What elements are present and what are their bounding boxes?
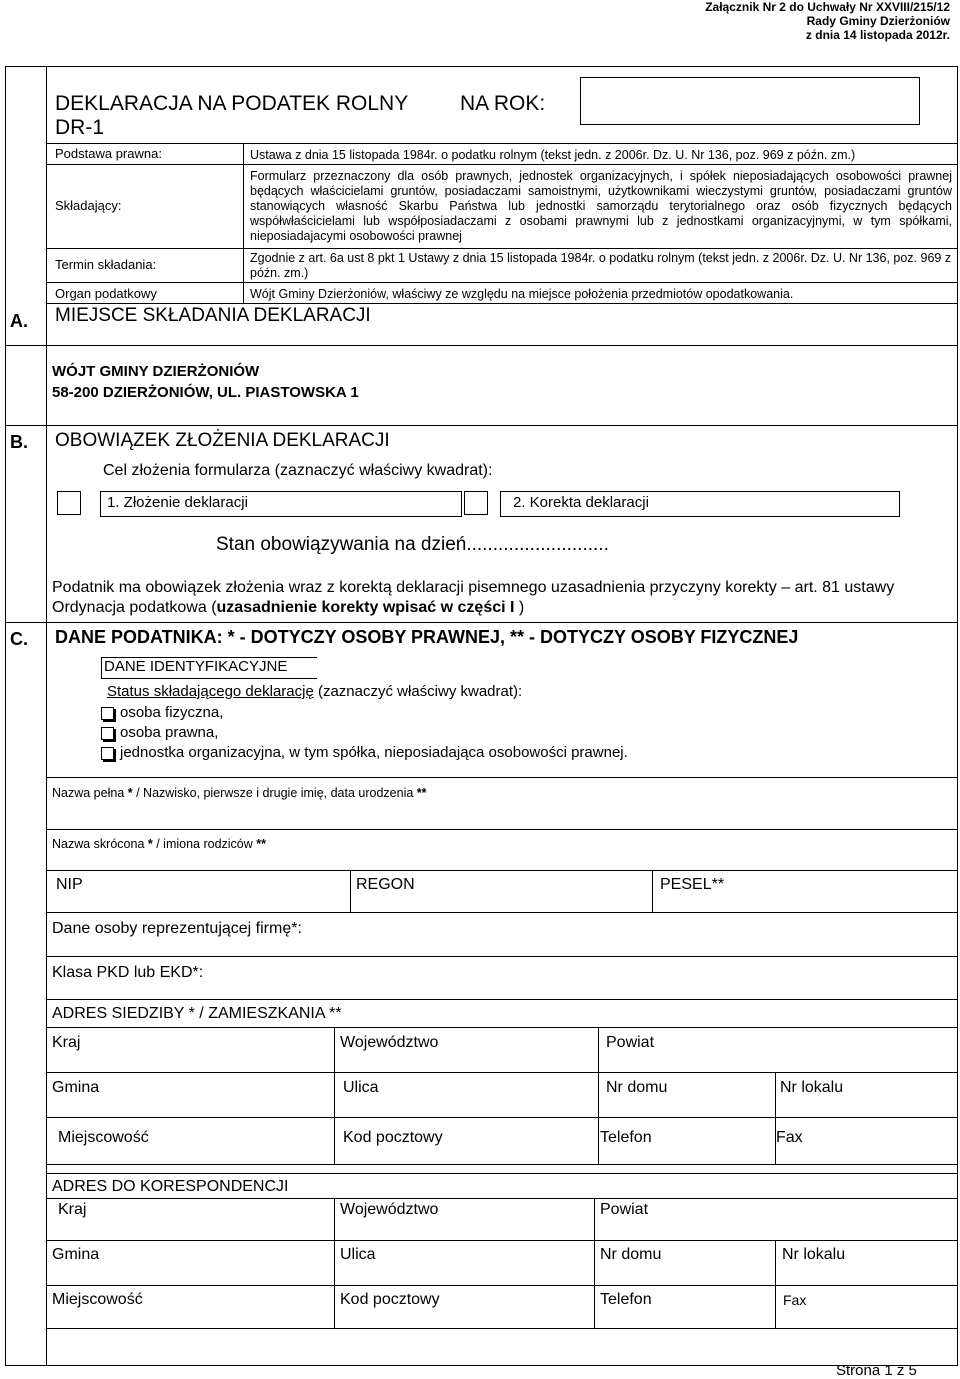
legal-basis-label: Podstawa prawna: <box>55 146 162 161</box>
seat-commune[interactable]: Gmina <box>52 1079 100 1096</box>
corr-house-number[interactable]: Nr domu <box>600 1246 662 1263</box>
correction-note-bold: uzasadnienie korekty wpisać w części I <box>216 599 515 616</box>
submission-checkbox[interactable] <box>57 491 81 515</box>
section-b-line <box>5 425 958 426</box>
form-title: DEKLARACJA NA PODATEK ROLNY <box>55 92 409 115</box>
status-option-unit-label: jednostka organizacyjna, w tym spółka, nieposiadająca osobowości prawnej. <box>120 744 628 761</box>
deadline-value: Zgodnie z art. 6a ust 8 pkt 1 Ustawy z dnia 15 listopada 1984r. o podatku rolnym (tekst jedn. z 2006r. Dz. U. Nr 136, poz. 969 z późn. zm.) <box>250 251 952 280</box>
section-b-letter: B. <box>10 432 28 452</box>
representative-field[interactable]: Dane osoby reprezentującej firmę*: <box>52 920 302 937</box>
section-c-title: DANE PODATNIKA: * - DOTYCZY OSOBY PRAWNEJ, ** - DOTYCZY OSOBY FIZYCZNEJ <box>55 627 799 647</box>
seat-locality[interactable]: Miejscowość <box>58 1129 149 1146</box>
seat-voivodeship[interactable]: Województwo <box>340 1034 439 1051</box>
inner-left-border <box>46 66 47 1366</box>
pkd-top-line <box>46 956 958 957</box>
status-option-legal[interactable] <box>101 724 218 741</box>
seat-line-4 <box>46 1164 958 1165</box>
section-a-line <box>5 345 958 346</box>
corr-voivodeship[interactable]: Województwo <box>340 1201 439 1218</box>
corr-county[interactable]: Powiat <box>600 1201 649 1218</box>
pesel-field[interactable]: PESEL** <box>660 876 725 893</box>
meta-line-2 <box>46 248 958 249</box>
seat-col-3 <box>775 1072 776 1164</box>
year-input[interactable] <box>580 77 920 125</box>
corr-apartment-number[interactable]: Nr lokalu <box>782 1246 846 1263</box>
seat-line-1 <box>46 1027 958 1028</box>
corr-line-2 <box>46 1240 958 1241</box>
option-correction: 2. Korekta deklaracji <box>500 491 900 517</box>
attachment-line-2: Rady Gminy Dzierżoniów <box>806 14 950 28</box>
rep-top-line <box>46 912 958 913</box>
seat-line-2 <box>46 1072 958 1073</box>
nip-col-1 <box>350 870 351 912</box>
checkbox-icon[interactable] <box>101 747 114 760</box>
seat-line-3 <box>46 1117 958 1118</box>
corr-phone[interactable]: Telefon <box>600 1291 652 1308</box>
meta-line-3 <box>46 282 958 283</box>
corr-street[interactable]: Ulica <box>340 1246 376 1263</box>
short-name-text-2: / imiona rodziców <box>152 837 257 851</box>
legal-basis-value: Ustawa z dnia 15 listopada 1984r. o podatku rolnym (tekst jedn. z 2006r. Dz. U. Nr 136, poz. 969 z późn. zm.) <box>250 148 856 162</box>
correction-note-end: ) <box>514 599 525 616</box>
option-submission: 1. Złożenie deklaracji <box>100 491 462 517</box>
short-name-stars: ** <box>256 837 266 851</box>
seat-phone[interactable]: Telefon <box>600 1129 652 1146</box>
nip-col-2 <box>652 870 653 912</box>
checkbox-icon[interactable] <box>101 727 114 740</box>
corr-fax[interactable]: Fax <box>783 1292 807 1308</box>
seat-house-number[interactable]: Nr domu <box>606 1079 668 1096</box>
short-name-text: Nazwa skrócona <box>52 837 148 851</box>
regon-field[interactable]: REGON <box>356 876 415 893</box>
correction-note-text: Podatnik ma obowiązek złożenia wraz z korektą deklaracji pisemnego uzasadnienia przyczyny korekty – art. 81 ustawy Ordynacja podatkowa ( <box>52 579 895 616</box>
correspondence-heading: ADRES DO KORESPONDENCJI <box>52 1178 289 1195</box>
status-option-legal-label: osoba prawna, <box>120 724 219 741</box>
attachment-line-1: Załącznik Nr 2 do Uchwały Nr XXVIII/215/12 <box>705 0 950 14</box>
checkbox-icon[interactable] <box>101 707 114 720</box>
full-name-text: Nazwa pełna <box>52 786 128 800</box>
seat-county[interactable]: Powiat <box>606 1034 655 1051</box>
seat-col-1 <box>334 1027 335 1164</box>
seat-apartment-number[interactable]: Nr lokalu <box>780 1079 844 1096</box>
meta-top-line <box>46 143 958 144</box>
corr-line-4 <box>46 1328 958 1329</box>
submitter-label: Składający: <box>55 198 122 213</box>
page-number: Strona 1 z 5 <box>836 1362 917 1379</box>
status-label-underlined: Status składającego deklarację <box>107 683 314 700</box>
full-name-label <box>52 786 427 800</box>
submitter-value: Formularz przeznaczony dla osób prawnych, jednostek organizacyjnych, i spółek nieposiadających osobowości prawnej będących właścicielami gruntów, posiadaczami samoistnymi, użytkownikami wieczystymi gruntów, posiadaczami gruntów stanowiących własność Skarbu Państwa lub jednostki samorządu terytorialnego oraz osób fizycznych będących współwłaścicielami lub współposiadaczami z osobami prawnymi lub z jednostkami organizacyjnymi, w tym spółkami, nieposiadajacymi osobowości prawnej <box>250 169 952 243</box>
purpose-label: Cel złożenia formularza (zaznaczyć właściwy kwadrat): <box>103 462 493 479</box>
seat-col-2 <box>598 1027 599 1164</box>
tax-authority-value: Wójt Gminy Dzierżoniów, właściwy ze względu na miejsce położenia przedmiotów opodatkowania. <box>250 287 794 301</box>
meta-col-line <box>243 143 244 303</box>
correction-checkbox[interactable] <box>464 491 488 515</box>
nip-top-line <box>46 870 958 871</box>
seat-street[interactable]: Ulica <box>343 1079 379 1096</box>
deadline-label: Termin składania: <box>55 257 157 272</box>
meta-line-4 <box>46 303 958 304</box>
year-label: NA ROK: <box>460 92 546 115</box>
attachment-line-3: z dnia 14 listopada 2012r. <box>805 28 950 42</box>
form-code: DR-1 <box>55 116 105 139</box>
seat-fax[interactable]: Fax <box>776 1129 803 1146</box>
attachment-header <box>705 0 950 42</box>
seat-country[interactable]: Kraj <box>52 1034 81 1051</box>
status-label-rest: (zaznaczyć właściwy kwadrat): <box>313 683 523 700</box>
meta-line-1 <box>46 164 958 165</box>
full-name-text-2: / Nazwisko, pierwsze i drugie imię, data urodzenia <box>132 786 417 800</box>
corr-line-1 <box>46 1198 958 1199</box>
pkd-field[interactable]: Klasa PKD lub EKD*: <box>52 964 204 981</box>
full-name-star: * <box>127 786 133 800</box>
correction-note <box>52 578 932 618</box>
corr-country[interactable]: Kraj <box>58 1201 87 1218</box>
corr-col-2 <box>594 1198 595 1328</box>
seat-postal-code[interactable]: Kod pocztowy <box>343 1129 443 1146</box>
status-option-unit[interactable] <box>101 744 628 761</box>
ident-heading: DANE IDENTYFIKACYJNE <box>101 657 317 679</box>
status-label <box>107 683 522 700</box>
seat-address-heading: ADRES SIEDZIBY * / ZAMIESZKANIA ** <box>52 1005 342 1022</box>
corr-locality[interactable]: Miejscowość <box>52 1291 143 1308</box>
tax-authority-label: Organ podatkowy <box>55 286 157 301</box>
corr-col-3 <box>775 1240 776 1328</box>
status-option-natural[interactable] <box>101 704 223 721</box>
corr-postal-code[interactable]: Kod pocztowy <box>340 1291 440 1308</box>
nip-field[interactable]: NIP <box>56 876 83 893</box>
corr-col-1 <box>334 1198 335 1328</box>
validity-date: Stan obowiązywania na dzień........................... <box>216 534 609 555</box>
short-name-top-line <box>46 829 958 830</box>
corr-commune[interactable]: Gmina <box>52 1246 100 1263</box>
corr-top-line <box>46 1173 958 1174</box>
name-top-line <box>46 777 958 778</box>
section-b-title: OBOWIĄZEK ZŁOŻENIA DEKLARACJI <box>55 430 390 451</box>
full-name-stars: ** <box>416 786 427 800</box>
section-c-letter: C. <box>10 629 28 649</box>
office-address: 58-200 DZIERŻONIÓW, UL. PIASTOWSKA 1 <box>52 384 359 401</box>
short-name-star: * <box>147 837 153 851</box>
office-name: WÓJT GMINY DZIERŻONIÓW <box>52 363 260 380</box>
short-name-label <box>52 837 266 851</box>
status-option-natural-label: osoba fizyczna, <box>120 704 224 721</box>
corr-line-3 <box>46 1285 958 1286</box>
section-a-letter: A. <box>10 311 28 331</box>
seat-top-line <box>46 999 958 1000</box>
section-c-line <box>5 622 958 623</box>
section-a-title: MIEJSCE SKŁADANIA DEKLARACJI <box>55 305 371 326</box>
